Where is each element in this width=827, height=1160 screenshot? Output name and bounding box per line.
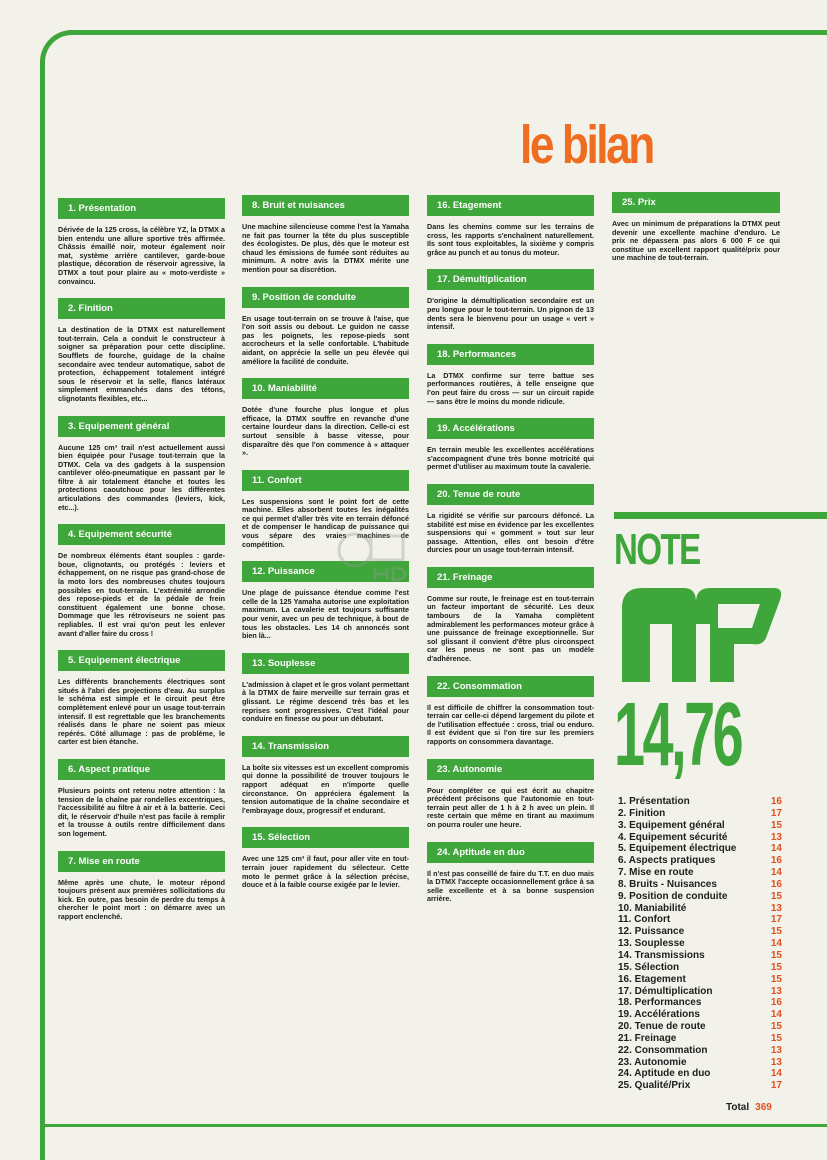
score-value: 17 <box>770 914 782 926</box>
score-value: 15 <box>770 949 782 961</box>
score-value: 13 <box>770 1044 782 1056</box>
section-heading: 4. Equipement sécurité <box>58 524 225 545</box>
score-value: 17 <box>770 807 782 819</box>
total-row <box>726 1102 772 1113</box>
section <box>612 192 780 263</box>
score-item <box>618 950 782 962</box>
section <box>58 851 225 922</box>
section <box>427 484 594 555</box>
section-text: Avec un minimum de préparations la DTMX peut devenir une excellente machine d'enduro. Le prix ne dépassera pas alors 6 000 F ce qui constitue un excellent rapport qualité/prix pour une machine de tout-terrain. <box>612 219 780 263</box>
score-item <box>618 1009 782 1021</box>
score-item <box>618 891 782 903</box>
score-label: 11. Confort <box>618 914 671 926</box>
section-text: Il n'est pas conseillé de faire du T.T. en duo mais la DTMX l'accepte occasionnellement grâce à sa selle excellente et à sa bonne suspension arrière. <box>427 868 594 904</box>
score-value: 16 <box>770 997 782 1009</box>
section <box>242 653 409 724</box>
score-value: 16 <box>770 855 782 867</box>
section-heading: 1. Présentation <box>58 198 225 219</box>
score-value: 15 <box>770 1021 782 1033</box>
section-heading: 8. Bruit et nuisances <box>242 195 409 216</box>
note-label: NOTE <box>614 525 700 574</box>
section <box>427 344 594 406</box>
score-value: 15 <box>770 961 782 973</box>
section-text: Dotée d'une fourche plus longue et plus efficace, la DTMX souffre en revanche d'une certaine lourdeur dans la direction. Celle-ci est surtout sensible à basse vitesse, pour disparaître dès que l'on commence à « attaquer ». <box>242 405 409 458</box>
section-heading: 17. Démultiplication <box>427 269 594 290</box>
score-item <box>618 879 782 891</box>
note-bar <box>614 512 827 519</box>
section <box>427 195 594 257</box>
section-heading: 18. Performances <box>427 344 594 365</box>
score-label: 25. Qualité/Prix <box>618 1080 691 1092</box>
section-text: Comme sur route, le freinage est en tout-terrain un facteur important de sécurité. Les deux tambours de la Yamaha complètent admirablement les performances moteur grâce à une puissance de freinage exceptionnelle. Sur sol glissant il convient d'être plus circonspect car les pneus ne sont pas un modèle d'adhérence. <box>427 593 594 664</box>
score-value: 13 <box>770 985 782 997</box>
score-item <box>618 974 782 986</box>
score-item <box>618 820 782 832</box>
section-heading: 12. Puissance <box>242 561 409 582</box>
score-label: 5. Equipement électrique <box>618 843 737 855</box>
section-text: La rigidité se vérifie sur parcours défoncé. La stabilité est mise en évidence par les excellentes suspensions qui « gomment » tout sur leur passage. Attention, elles ont besoin d'être durcies pour un usage tout-terrain intensif. <box>427 510 594 555</box>
score-value: 15 <box>770 890 782 902</box>
score-label: 13. Souplesse <box>618 938 685 950</box>
section-text: Il est difficile de chiffrer la consommation tout-terrain car celle-ci dépend largement du pilote et de l'utilisation effectuée : cross, trial ou enduro. Il est évident que si l'on tire sur les premiers rapports on consommera davantage. <box>427 702 594 746</box>
score-value: 13 <box>770 831 782 843</box>
score-value: 15 <box>770 819 782 831</box>
total-label: Total <box>726 1102 750 1113</box>
score-label: 22. Consommation <box>618 1044 708 1056</box>
section-heading: 7. Mise en route <box>58 851 225 872</box>
section-text: Avec une 125 cm³ il faut, pour aller vite en tout-terrain jouer rapidement du sélecteur. Cette moto le permet grâce à la sélection précise, douce et à la faible course exigée par le levier. <box>242 854 409 890</box>
section-heading: 2. Finition <box>58 298 225 319</box>
section-text: Aucune 125 cm³ trail n'est actuellement aussi bien équipée pour l'usage tout-terrain que la DTMX. Cela va des gadgets à la suspension cantilever oléo-pneumatique en passant par le filtre à air totalement étanche et toutes les protections caoutchouc pour les différentes articulations des commandes (leviers, kick, etc...). <box>58 442 225 512</box>
section-heading: 11. Confort <box>242 470 409 491</box>
score-item <box>618 1057 782 1069</box>
score-list <box>618 796 782 1092</box>
section-heading: 14. Transmission <box>242 736 409 757</box>
section-heading: 3. Equipement général <box>58 416 225 437</box>
score-item <box>618 986 782 998</box>
column-3 <box>427 195 594 916</box>
score-item <box>618 843 782 855</box>
section-text: La boîte six vitesses est un excellent compromis qui donne la possibilité de trouver toujours le rapport adéquat en n'importe quelle circonstance. On appréciera également la tension automatique de la chaîne secondaire et l'embrayage doux, progressif et endurant. <box>242 762 409 815</box>
section-heading: 24. Aptitude en duo <box>427 842 594 863</box>
score-item <box>618 796 782 808</box>
section <box>58 524 225 638</box>
watermark-icon <box>335 528 413 582</box>
score-value: 14 <box>770 843 782 855</box>
section-text: En terrain meuble les excellentes accélérations s'accompagnent d'une très bonne motricité qui permet d'utiliser au maximum toute la cavalerie. <box>427 445 594 472</box>
score-label: 14. Transmissions <box>618 949 705 961</box>
score-item <box>618 1068 782 1080</box>
score-label: 7. Mise en route <box>618 867 694 879</box>
section-heading: 23. Autonomie <box>427 759 594 780</box>
page-title: le bilan <box>520 115 653 175</box>
score-value: 16 <box>770 878 782 890</box>
section-heading: 5. Equipement électrique <box>58 650 225 671</box>
section <box>58 416 225 513</box>
section-text: Dans les chemins comme sur les terrains de cross, les rapports s'enchaînent naturellement. Ils sont tous exploitables, la sixième y compris grâce au punch et au tonus du moteur. <box>427 222 594 257</box>
section <box>427 842 594 904</box>
section <box>58 759 225 839</box>
section <box>427 418 594 472</box>
section <box>427 567 594 664</box>
score-label: 4. Equipement sécurité <box>618 831 728 843</box>
section-text: La destination de la DTMX est naturellement tout-terrain. Cela a conduit le constructeur à soigner sa préparation pour cette discipline. Soufflets de fourche, guidage de la chaîne secondaire avec tendeur automatique, sabot de protection, échappement totalement intégré sous le réservoir et la selle, flancs latéraux simplement emmanchés dans des tétons, clignotants flexibles, etc... <box>58 325 225 403</box>
score-label: 10. Maniabilité <box>618 902 687 914</box>
score-item <box>618 832 782 844</box>
score-value: 15 <box>770 1032 782 1044</box>
score-label: 2. Finition <box>618 807 666 819</box>
score-value: 17 <box>770 1080 782 1092</box>
score-item <box>618 926 782 938</box>
section <box>58 298 225 403</box>
section <box>242 736 409 816</box>
section-heading: 16. Etagement <box>427 195 594 216</box>
section-text: Même après une chute, le moteur répond toujours présent aux premières sollicitations du kick. En outre, pas besoin de perdre du temps à chercher le point mort : on démarre avec un rapport enclenché. <box>58 877 225 921</box>
score-value: 13 <box>770 902 782 914</box>
section <box>427 676 594 747</box>
score-item <box>618 903 782 915</box>
section-heading: 10. Maniabilité <box>242 378 409 399</box>
section <box>427 759 594 830</box>
section-text: L'admission à clapet et le gros volant permettant à la DTMX de faire merveille sur terrain gras et glissant. Le régime descend très bas et les reprises sont progressives. C'est l'idéal pour conduire en finesse ou pour un débutant. <box>242 679 409 724</box>
section-heading: 13. Souplesse <box>242 653 409 674</box>
section <box>58 198 225 286</box>
total-value: 369 <box>755 1102 772 1113</box>
section <box>58 650 225 747</box>
total-score: 14,76 <box>614 685 742 785</box>
section-text: Pour compléter ce qui est écrit au chapitre précédent précisons que l'autonomie en tout-terrain peut aller de 1 h à 2 h avec un plein. Il reste certain que même en tirant au maximum on pourra rouler une heure. <box>427 785 594 829</box>
score-label: 19. Accélérations <box>618 1009 700 1021</box>
score-label: 24. Aptitude en duo <box>618 1068 711 1080</box>
score-item <box>618 938 782 950</box>
section <box>427 269 594 331</box>
section-text: Les suspensions sont le point fort de cette machine. Elles absorbent toutes les inégalités ce qui permet d'aller très vite en terrain défoncé et de compenser le handicap de puissance qui vous sépare des vraies machines de compétition. <box>242 496 409 549</box>
score-label: 8. Bruits - Nuisances <box>618 878 717 890</box>
score-value: 16 <box>770 796 782 807</box>
score-value: 14 <box>770 1068 782 1080</box>
score-value: 14 <box>770 1009 782 1021</box>
section-text: Une plage de puissance étendue comme l'est celle de la 125 Yamaha autorise une exploitation maximum. La cavalerie est toujours suffisante pour venir, avec un peu de technique, à bout de tous les obstacles. Les 14 ch annoncés sont bien là... <box>242 588 409 641</box>
column-1 <box>58 198 225 933</box>
section-heading: 25. Prix <box>612 192 780 213</box>
score-item <box>618 962 782 974</box>
section-heading: 20. Tenue de route <box>427 484 594 505</box>
section <box>242 378 409 458</box>
score-label: 16. Etagement <box>618 973 686 985</box>
moto-revue-logo-icon <box>614 578 789 688</box>
column-4 <box>612 192 780 275</box>
section-text: D'origine la démultiplication secondaire est un peu longue pour le tout-terrain. Un pignon de 13 dents sera le bienvenu pour un usage « vert » intensif. <box>427 296 594 332</box>
score-label: 20. Tenue de route <box>618 1021 706 1033</box>
section-text: La DTMX confirme sur terre battue ses performances routières, à telle enseigne que l'on peut faire du cross — sur un circuit rapide — sans être le moins du monde ridicule. <box>427 370 594 406</box>
score-value: 14 <box>770 938 782 950</box>
section-heading: 21. Freinage <box>427 567 594 588</box>
section-heading: 19. Accélérations <box>427 418 594 439</box>
score-label: 6. Aspects pratiques <box>618 855 716 867</box>
score-value: 15 <box>770 926 782 938</box>
bottom-rule <box>40 1124 827 1127</box>
score-value: 14 <box>770 867 782 879</box>
section-text: Plusieurs points ont retenu notre attention : la tension de la chaîne par rondelles excentriques, l'accessibilité au filtre à air et à la batterie. Ceci dit, le réservoir d'huile n'est pas facile à remplir et la trousse à outils rentre difficilement dans son logement. <box>58 785 225 838</box>
score-item <box>618 808 782 820</box>
section-heading: 22. Consommation <box>427 676 594 697</box>
score-item <box>618 1045 782 1057</box>
score-value: 13 <box>770 1056 782 1068</box>
section-heading: 6. Aspect pratique <box>58 759 225 780</box>
section-text: Les différents branchements électriques sont situés à l'abri des projections d'eau. Au surplus le schéma est simple et le circuit peut être complètement enlevé pour un usage tout-terrain intensif. Il est regrettable que les branchements réalisés dans le phare ne soient pas mieux repérés. Côté allumage : pas de problème, le carter est bien étanche. <box>58 677 225 747</box>
score-item <box>618 1021 782 1033</box>
score-item <box>618 914 782 926</box>
score-item <box>618 867 782 879</box>
score-label: 17. Démultiplication <box>618 985 713 997</box>
score-label: 21. Freinage <box>618 1032 677 1044</box>
score-item <box>618 855 782 867</box>
section-text: Dérivée de la 125 cross, la célèbre YZ, la DTMX a bien entendu une allure sportive très affirmée. Châssis émaillé noir, moteur également noir mat, système arrière cantilever, garde-boue plastique, décoration de réservoir agressive, la DTMX a tout pour plaire au « moto-verdiste » convaincu. <box>58 225 225 286</box>
section-text: En usage tout-terrain on se trouve à l'aise, que l'on soit assis ou debout. Le guidon ne casse pas les poignets, les repose-pieds sont accrocheurs et la selle confortable. L'habitude aidant, on apprécie la selle un peu élevée qui améliore la facilité de conduite. <box>242 313 409 366</box>
score-label: 23. Autonomie <box>618 1056 687 1068</box>
score-label: 9. Position de conduite <box>618 890 728 902</box>
score-label: 18. Performances <box>618 997 702 1009</box>
score-value: 15 <box>770 973 782 985</box>
section-text: Une machine silencieuse comme l'est la Yamaha ne fait pas tourner la tête du plus susceptible des écologistes. De plus, dès que le moteur est chaud les émissions de fumée sont réduites au minimum. A notre avis la DTMX mérite une mention pour sa discrétion. <box>242 222 409 274</box>
score-item <box>618 1080 782 1092</box>
section <box>242 827 409 889</box>
score-label: 1. Présentation <box>618 796 690 807</box>
score-label: 3. Equipement général <box>618 819 725 831</box>
score-label: 15. Sélection <box>618 961 680 973</box>
section <box>242 195 409 275</box>
score-item <box>618 1033 782 1045</box>
section-heading: 15. Sélection <box>242 827 409 848</box>
score-item <box>618 997 782 1009</box>
score-label: 12. Puissance <box>618 926 685 938</box>
section <box>242 287 409 367</box>
section-heading: 9. Position de conduite <box>242 287 409 308</box>
section-text: De nombreux éléments étant souples : garde-boue, clignotants, ou protégés : leviers et échappement, on ne risque pas grand-chose de la moto lors des nombreuses chutes toujours possibles en tout-terrain. L'extrémité arrondie des repose-pieds et de la pédale de frein constituent également une bonne chose. Dommage que les rétroviseurs ne soient pas repliables. Il est vrai qu'on peut les enlever avant d'aller faire du cross ! <box>58 551 225 638</box>
